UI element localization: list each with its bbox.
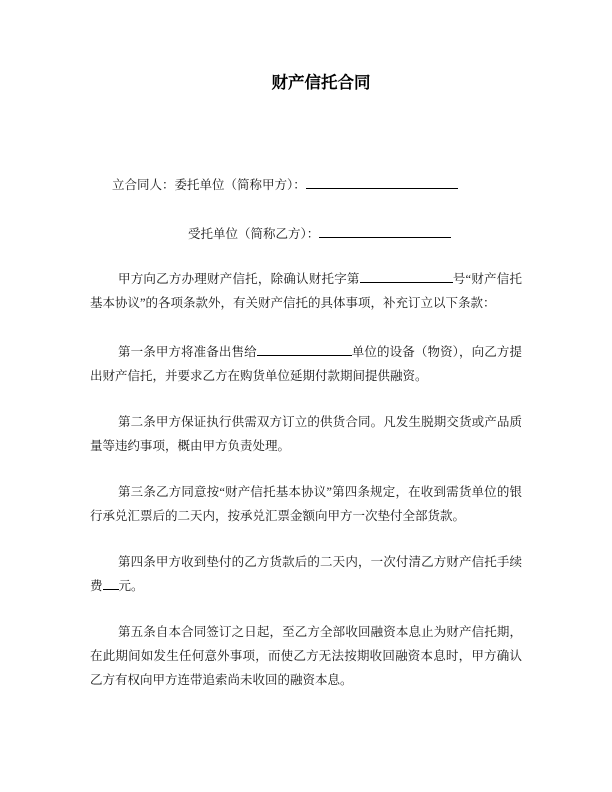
clause-2-text: 第二条甲方保证执行供需双方订立的供货合同。凡发生脱期交货或产品质量等违约事项，概由甲方负责处理。 (90, 415, 522, 453)
clause-5-paragraph (90, 620, 522, 692)
party-a-label: 委托单位（简称甲方）： (174, 178, 306, 192)
clause-3-paragraph (90, 480, 522, 528)
clause-4-text-after-blank: 元。 (118, 579, 144, 593)
preamble-text-before-blank: 甲方向乙方办理财产信托，除确认财托字第 (118, 272, 360, 286)
party-a-blank-field (306, 175, 458, 189)
parties-intro-label: 立合同人： (112, 178, 175, 192)
party-b-blank-field (319, 224, 451, 238)
clause-5-text: 第五条自本合同签订之日起，至乙方全部收回融资本息止为财产信托期，在此期间如发生任何意外事项，而使乙方无法按期收回融资本息时，甲方确认乙方有权向甲方连带追索尚未收回的融资本息。 (90, 625, 522, 687)
clause-2-paragraph (90, 410, 522, 458)
preamble-blank-field (360, 269, 453, 283)
party-b-line (188, 222, 522, 246)
contract-title: 财产信托合同 (271, 73, 371, 92)
clause-4-blank-field (103, 576, 119, 590)
clause-1-blank-field (257, 342, 352, 356)
clause-1-text-before-blank: 第一条甲方将准备出售给 (118, 345, 257, 359)
clause-4-text-before-blank: 第四条甲方收到垫付的乙方货款后的二天内，一次付清乙方财产信托手续费 (90, 555, 522, 593)
preamble-text-after-blank: 号“财产信托基本协议”的各项条款外，有关财产信托的具体事项，补充订立以下条款： (90, 272, 522, 310)
clause-4-paragraph (90, 550, 522, 598)
clause-1-paragraph (90, 340, 522, 388)
clause-3-text: 第三条乙方同意按“财产信托基本协议”第四条规定，在收到需货单位的银行承兑汇票后的二天内，按承兑汇票金额向甲方一次垫付全部货款。 (90, 485, 522, 523)
party-a-line (112, 173, 522, 197)
party-b-label: 受托单位（简称乙方）： (188, 227, 320, 241)
preamble-paragraph (90, 267, 522, 315)
clause-1-text-after-blank: 单位的设备（物资），向乙方提出财产信托，并要求乙方在购货单位延期付款期间提供融资。 (90, 345, 522, 383)
